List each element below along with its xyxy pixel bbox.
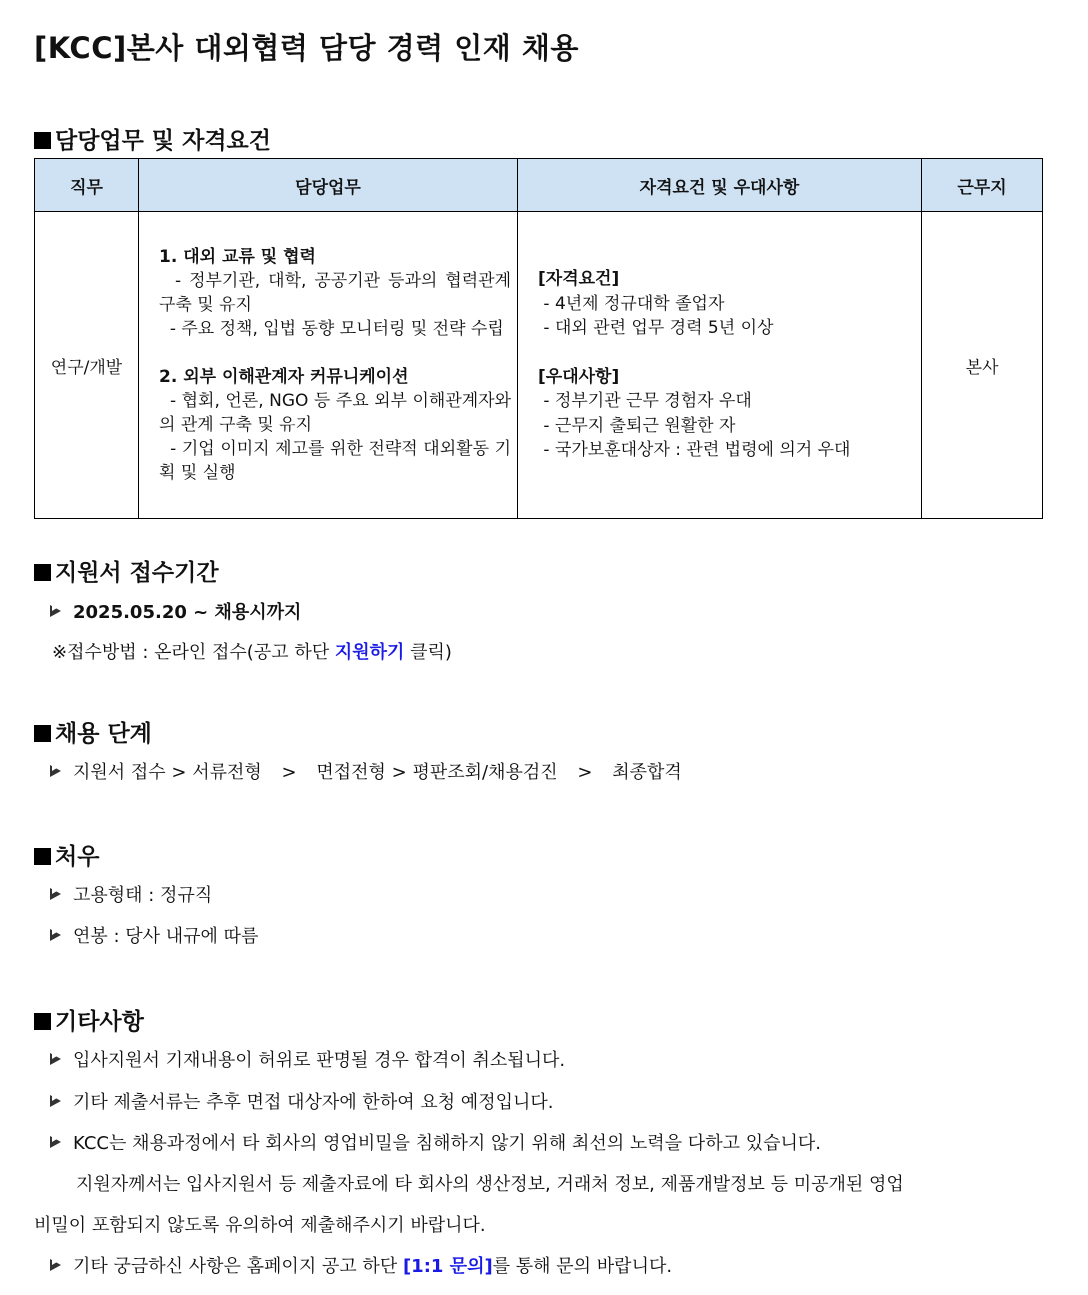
- section-heading-benefits-text: 처우: [55, 844, 100, 870]
- triangle-bullet-icon: [50, 885, 73, 906]
- period-text: 2025.05.20 ~ 채용시까지: [73, 602, 302, 623]
- page-title: [KCC]본사 대외협력 담당 경력 인재 채용: [34, 31, 579, 65]
- etc-item: [50, 1252, 672, 1278]
- qual-title: [자격요건]: [538, 269, 620, 290]
- section-heading-period: [34, 554, 219, 587]
- steps-line: [50, 758, 682, 784]
- triangle-bullet-icon: [50, 926, 73, 947]
- step-separator: >: [577, 762, 593, 783]
- section-heading-etc: [34, 1003, 144, 1036]
- step-item: 평판조회/채용검진: [412, 762, 558, 783]
- pref-item: - 국가보훈대상자 : 관련 법령에 의거 우대: [538, 440, 851, 461]
- pref-item: - 정부기관 근무 경험자 우대: [538, 391, 752, 412]
- etc-item: [50, 1046, 565, 1072]
- benefit-text: 고용형태 : 정규직: [73, 885, 213, 906]
- etc-text: 를 통해 문의 바랍니다.: [492, 1256, 673, 1277]
- step-item: 면접전형: [316, 762, 386, 783]
- square-bullet-icon: [34, 132, 51, 149]
- cell-job: 연구/개발: [35, 212, 139, 519]
- benefit-item: [50, 922, 258, 948]
- table-row: [35, 212, 1043, 519]
- step-separator: >: [281, 762, 297, 783]
- section-heading-duties: [34, 122, 271, 155]
- section-heading-benefits: [34, 838, 99, 871]
- section-heading-duties-text: 담당업무 및 자격요건: [55, 128, 271, 154]
- step-item: 지원서 접수: [73, 762, 166, 783]
- step-item: 최종합격: [612, 762, 682, 783]
- triangle-bullet-icon: [50, 1256, 73, 1277]
- section-heading-etc-text: 기타사항: [55, 1009, 144, 1035]
- qual-item: - 4년제 정규대학 졸업자: [538, 293, 725, 314]
- step-item: 서류전형: [192, 762, 262, 783]
- col-header-job: 직무: [35, 159, 139, 212]
- duty-item: - 기업 이미지 제고를 위한 전략적 대외활동 기획 및 실행: [159, 439, 511, 483]
- step-separator: >: [391, 762, 407, 783]
- square-bullet-icon: [34, 1013, 51, 1030]
- step-separator: >: [171, 762, 187, 783]
- benefit-text: 연봉 : 당사 내규에 따름: [73, 926, 259, 947]
- job-table: [34, 158, 1043, 519]
- period-line: [50, 598, 301, 624]
- section-heading-steps-text: 채용 단계: [55, 721, 152, 747]
- etc-item: [50, 1129, 821, 1155]
- method-line: [52, 638, 452, 664]
- benefit-item: [50, 881, 212, 907]
- etc-item: [50, 1088, 553, 1114]
- section-heading-steps: [34, 715, 152, 748]
- square-bullet-icon: [34, 848, 51, 865]
- square-bullet-icon: [34, 564, 51, 581]
- inquiry-link[interactable]: [1:1 문의]: [402, 1256, 493, 1277]
- etc-continuation: 지원자께서는 입사지원서 등 제출자료에 타 회사의 생산정보, 거래처 정보, 제품개발정보 등 미공개된 영업: [76, 1174, 904, 1195]
- triangle-bullet-icon: [50, 1133, 73, 1154]
- duty-item: - 정부기관, 대학, 공공기관 등과의 협력관계 구축 및 유지: [159, 271, 517, 315]
- triangle-bullet-icon: [50, 762, 73, 783]
- cell-duties: [139, 212, 518, 519]
- triangle-bullet-icon: [50, 1050, 73, 1071]
- duty-item: - 협회, 언론, NGO 등 주요 외부 이해관계자와의 관계 구축 및 유지: [159, 391, 512, 435]
- qual-item: - 대외 관련 업무 경력 5년 이상: [538, 318, 774, 339]
- etc-text: 기타 제출서류는 추후 면접 대상자에 한하여 요청 예정입니다.: [73, 1092, 554, 1113]
- method-suffix: 클릭): [404, 642, 452, 663]
- duty-title-2: 2. 외부 이해관계자 커뮤니케이션: [159, 367, 409, 387]
- triangle-bullet-icon: [50, 1092, 73, 1113]
- duty-item: - 주요 정책, 입법 동향 모니터링 및 전략 수립: [159, 319, 504, 339]
- pref-title: [우대사항]: [538, 366, 620, 387]
- method-prefix: ※접수방법 : 온라인 접수(공고 하단: [52, 642, 335, 663]
- cell-location: 본사: [922, 212, 1043, 519]
- etc-text: 기타 궁금하신 사항은 홈페이지 공고 하단: [73, 1256, 403, 1277]
- col-header-qualifications: 자격요건 및 우대사항: [518, 159, 922, 212]
- col-header-location: 근무지: [922, 159, 1043, 212]
- etc-text: 입사지원서 기재내용이 허위로 판명될 경우 합격이 취소됩니다.: [73, 1050, 566, 1071]
- triangle-bullet-icon: [50, 602, 73, 623]
- pref-item: - 근무지 출퇴근 원활한 자: [538, 415, 736, 436]
- duty-title-1: 1. 대외 교류 및 협력: [159, 247, 316, 267]
- etc-continuation: 비밀이 포함되지 않도록 유의하여 제출해주시기 바랍니다.: [34, 1215, 486, 1236]
- apply-link[interactable]: 지원하기: [334, 642, 405, 663]
- square-bullet-icon: [34, 725, 51, 742]
- col-header-duties: 담당업무: [139, 159, 518, 212]
- cell-qualifications: [518, 212, 922, 519]
- etc-text: KCC는 채용과정에서 타 회사의 영업비밀을 침해하지 않기 위해 최선의 노력을 다하고 있습니다.: [73, 1133, 821, 1154]
- section-heading-period-text: 지원서 접수기간: [55, 560, 219, 586]
